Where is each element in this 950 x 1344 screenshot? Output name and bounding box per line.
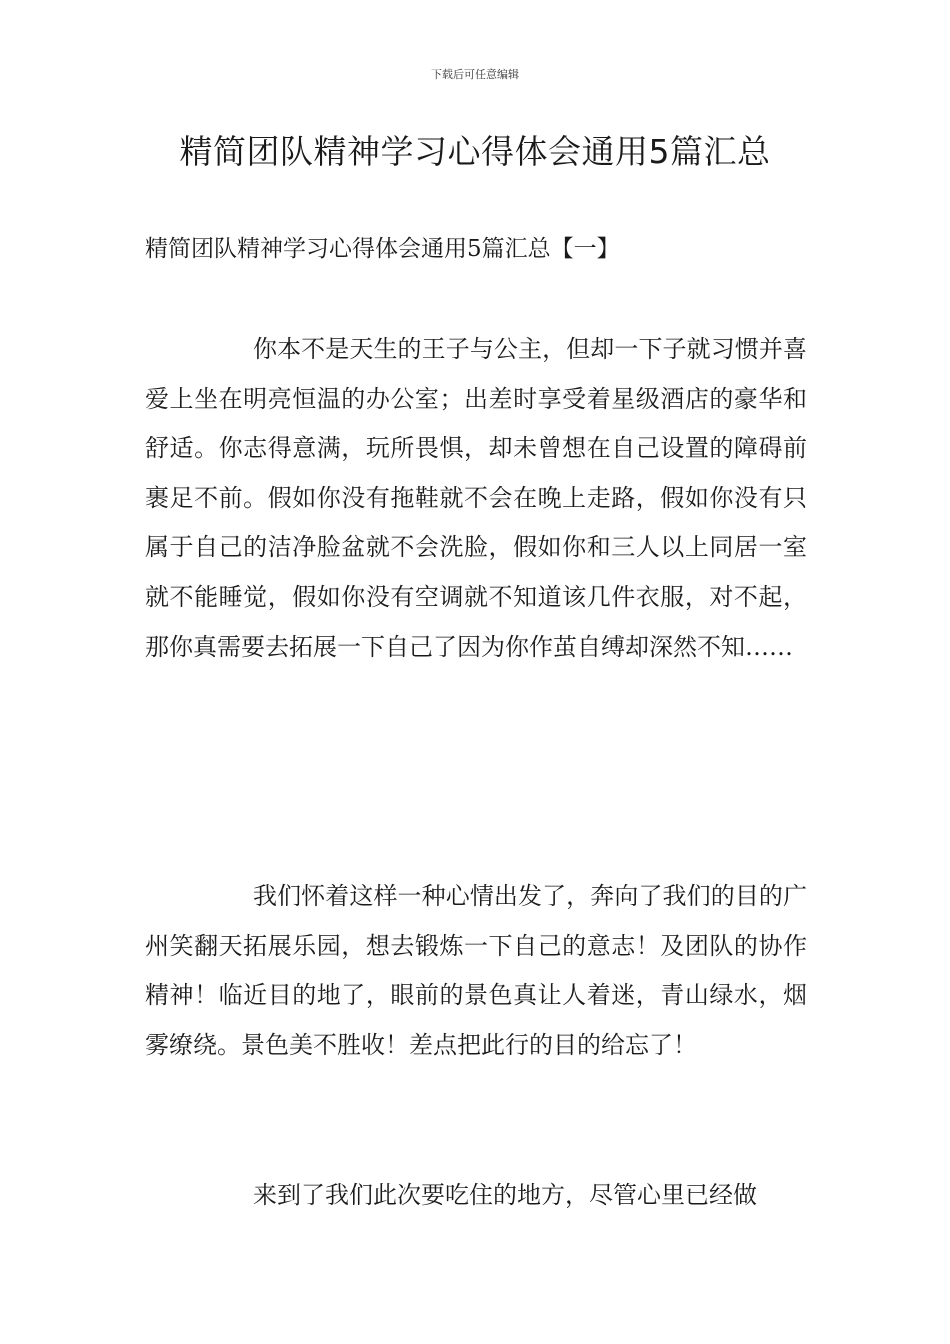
section-heading: 精简团队精神学习心得体会通用5篇汇总【一】 [145, 236, 620, 262]
header-note: 下载后可任意编辑 [431, 68, 519, 81]
paragraph-1: 你本不是天生的王子与公主，但却一下子就习惯并喜爱上坐在明亮恒温的办公室；出差时享受着星级酒店的豪华和舒适。你志得意满，玩所畏惧，却未曾想在自己设置的障碍前裹足不前。假如你没有拖鞋就不会在晚上走路，假如你没有只属于自己的洁净脸盆就不会洗脸，假如你和三人以上同居一室就不能睡觉，假如你没有空调就不知道该几件衣服，对不起，那你真需要去拓展一下自己了因为你作茧自缚却深然不知…… [145, 335, 807, 661]
paragraph-3: 来到了我们此次要吃住的地方，尽管心里已经做 [253, 1181, 757, 1209]
paragraph-2: 我们怀着这样一种心情出发了，奔向了我们的目的广州笑翻天拓展乐园，想去锻炼一下自己的意志！及团队的协作精神！临近目的地了，眼前的景色真让人着迷，青山绿水，烟雾缭绕。景色美不胜收！差点把此行的目的给忘了！ [145, 882, 807, 1059]
document-title: 精简团队精神学习心得体会通用5篇汇总 [179, 132, 771, 171]
